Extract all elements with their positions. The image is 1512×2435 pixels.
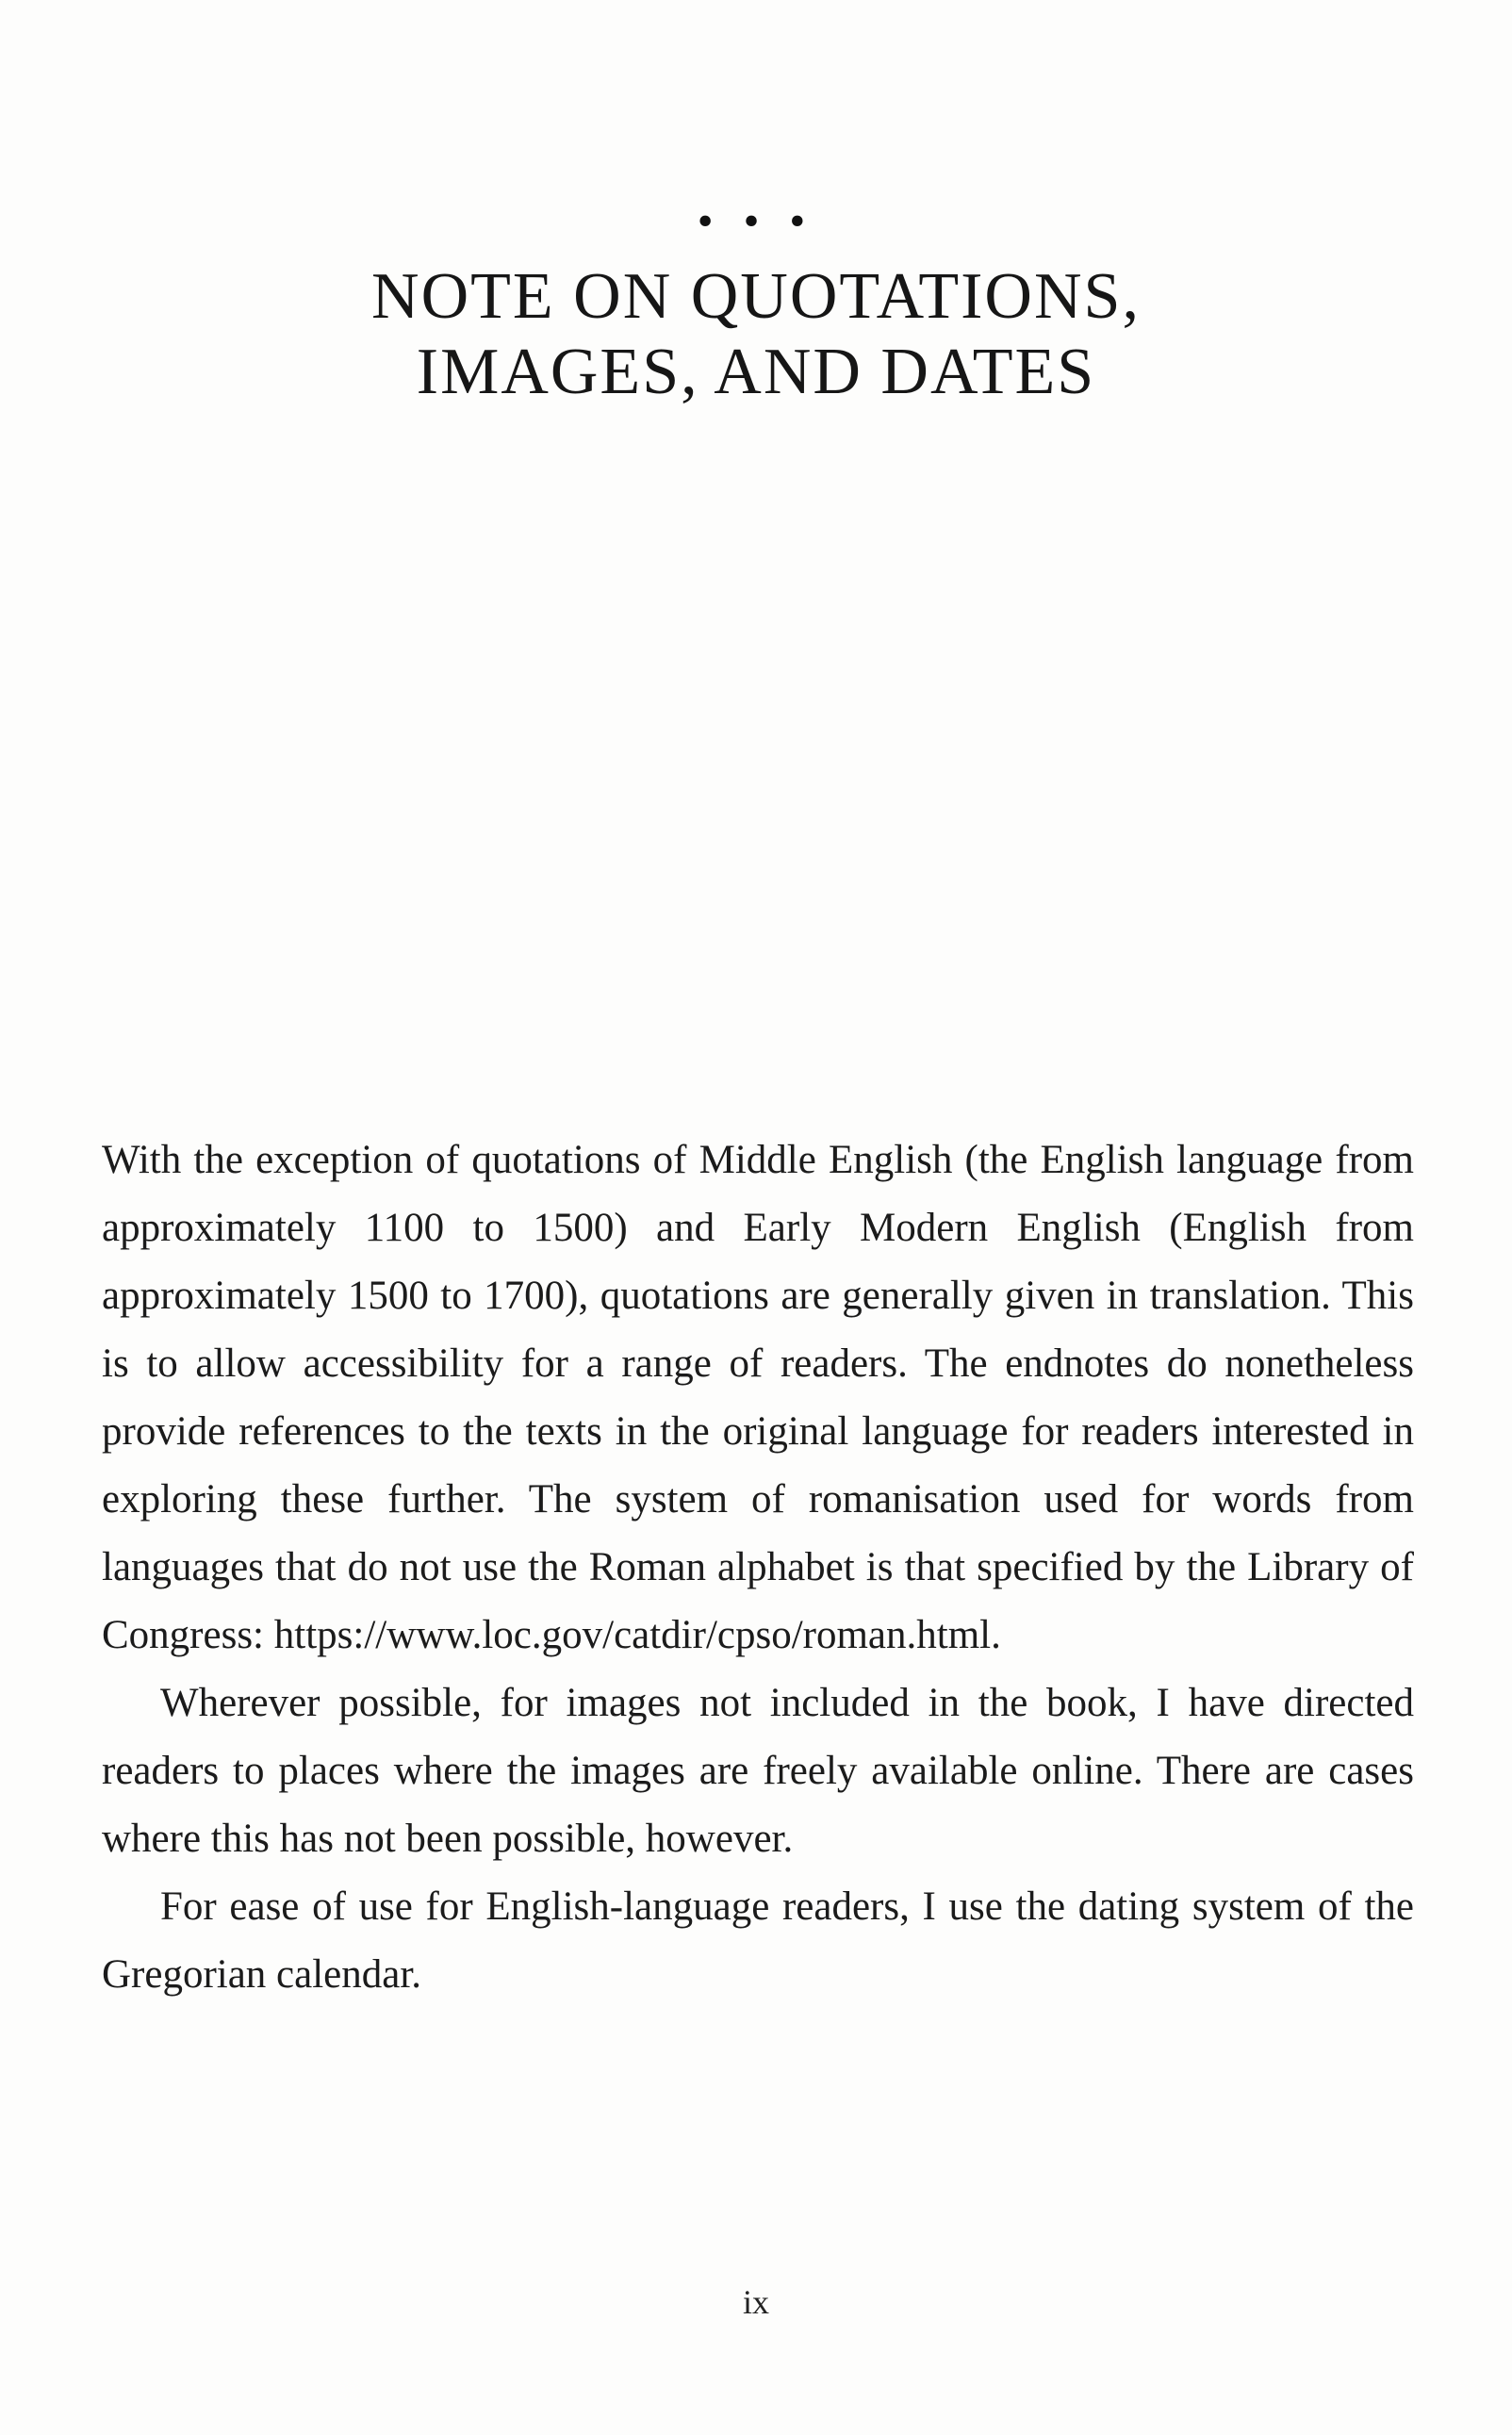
section-ornament: • • • <box>697 196 815 246</box>
title-line-2: IMAGES, AND DATES <box>416 336 1096 408</box>
body-text <box>102 1127 1414 2009</box>
paragraph-dates: For ease of use for English-language readers, I use the dating system of the Gregorian calendar. <box>102 1884 1414 1997</box>
page-title <box>0 259 1512 410</box>
paragraph-quotations: With the exception of quotations of Middle English (the English language from approximately 1100 to 1500) and Early Modern English (English from approximately 1500 to 1700), quotations are generally given in translation. This is to allow accessibility for a range of readers. The endnotes do nonetheless provide references to the texts in the original language for readers interested in exploring these further. The system of romanisation used for words from languages that do not use the Roman alphabet is that specified by the Library of Congress: https://www.loc.gov/catdir/cpso/roman.html. <box>102 1138 1414 1657</box>
paragraph-images: Wherever possible, for images not included in the book, I have directed readers to places where the images are freely available online. There are cases where this has not been possible, however. <box>102 1681 1414 1861</box>
page-number: ix <box>742 2283 769 2321</box>
title-line-1: NOTE ON QUOTATIONS, <box>371 260 1141 333</box>
